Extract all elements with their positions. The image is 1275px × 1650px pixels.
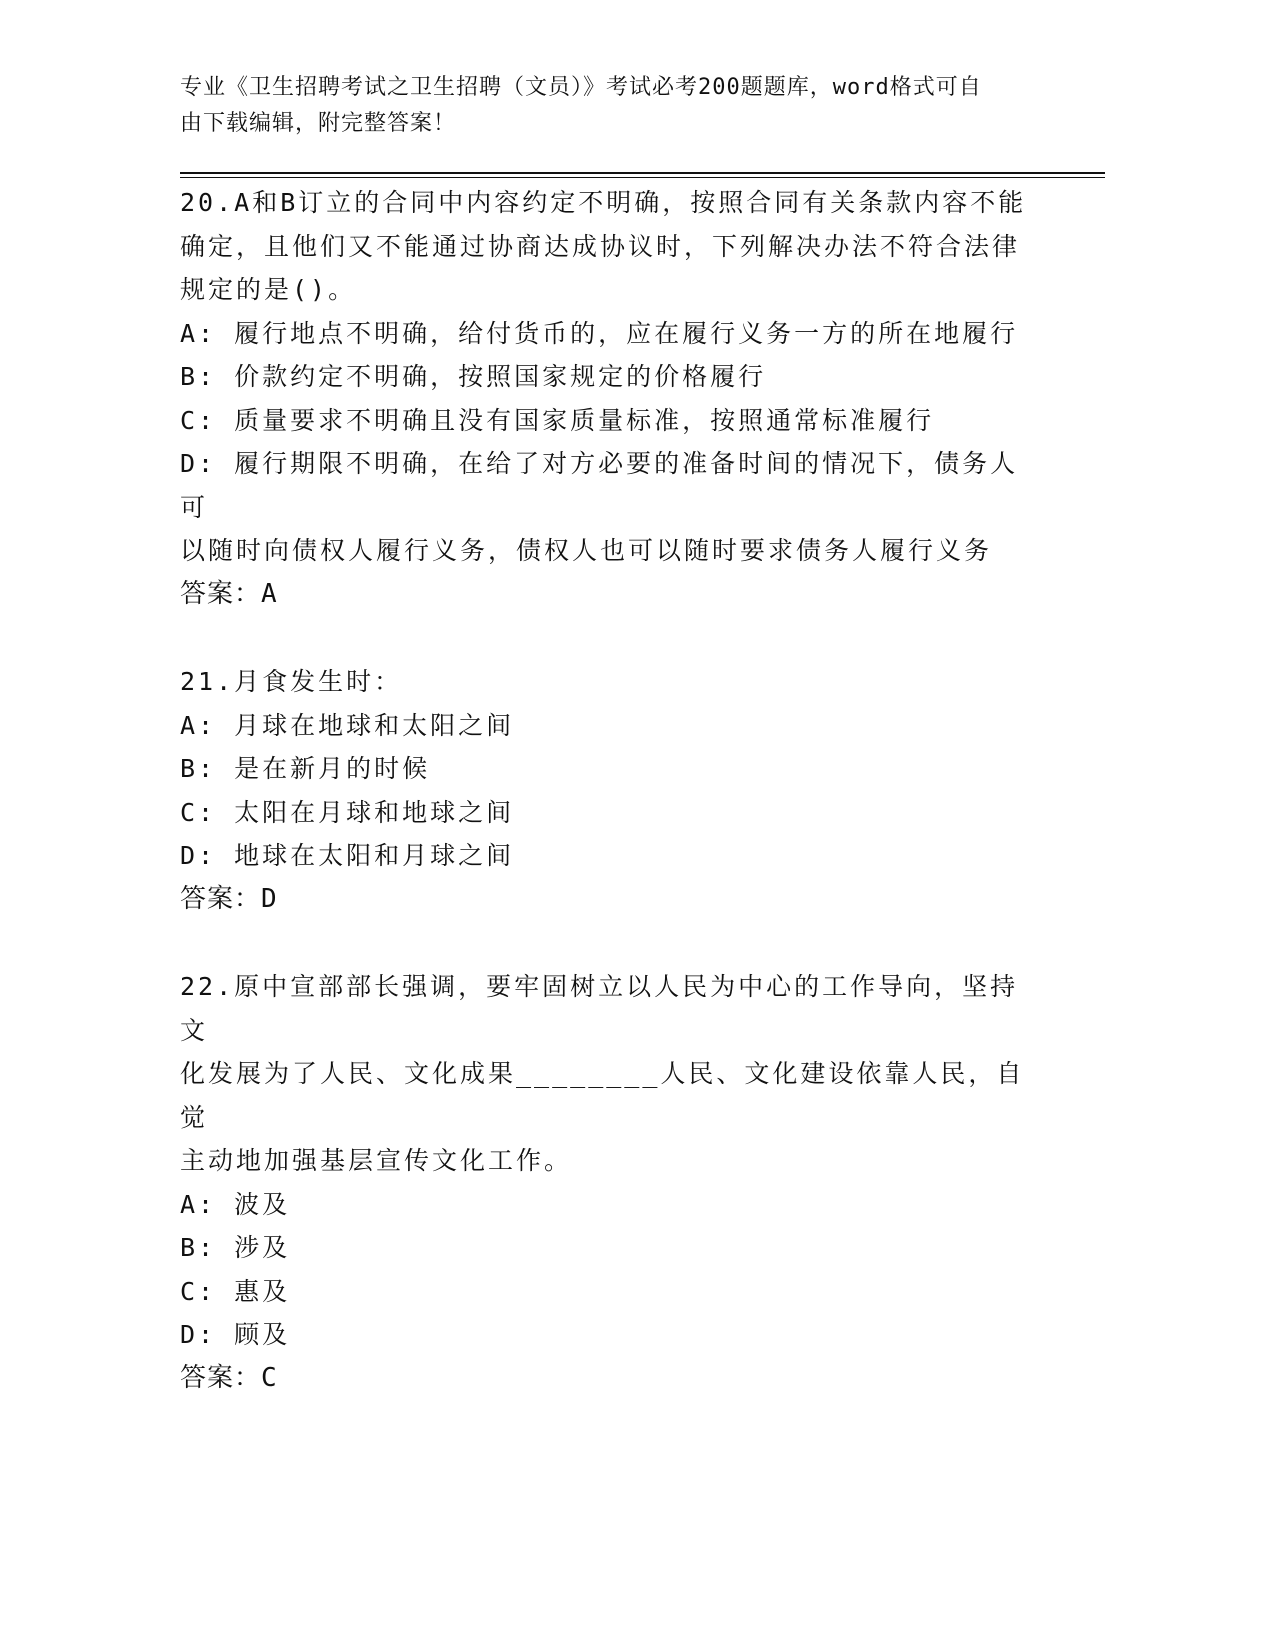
option-c: C: 惠及 <box>180 1276 291 1306</box>
question-22 <box>180 965 1040 1400</box>
question-21 <box>180 660 1040 921</box>
option-a: A: 月球在地球和太阳之间 <box>180 710 515 740</box>
question-stem-line: 20.A和B订立的合同中内容约定不明确，按照合同有关条款内容不能 <box>180 188 1027 217</box>
option-d: D: 地球在太阳和月球之间 <box>180 841 515 870</box>
option-d: D: 顾及 <box>180 1320 291 1349</box>
header-title-line-2: 由下载编辑，附完整答案！ <box>180 111 457 136</box>
question-stem-line: 22.原中宣部部长强调，要牢固树立以人民为中心的工作导向，坚持文 <box>180 972 1019 1045</box>
option-d: D: 履行期限不明确，在给了对方必要的准备时间的情况下，债务人可 <box>180 449 1019 522</box>
option-b: B: 涉及 <box>180 1233 291 1262</box>
option-a: A: 履行地点不明确，给付货币的，应在履行义务一方的所在地履行 <box>180 318 1019 348</box>
answer-label: 答案：A <box>180 578 278 609</box>
option-c: C: 质量要求不明确且没有国家质量标准，按照通常标准履行 <box>180 405 935 435</box>
option-b: B: 是在新月的时候 <box>180 754 431 783</box>
option-d-continued: 以随时向债权人履行义务，债权人也可以随时要求债务人履行义务 <box>180 536 993 565</box>
answer-label: 答案：D <box>180 883 278 914</box>
header-title-line-1: 专业《卫生招聘考试之卫生招聘（文员）》考试必考200题题库，word格式可自 <box>180 75 982 100</box>
header-divider-thick <box>180 172 1105 174</box>
question-list <box>180 181 1040 1444</box>
question-stem-line: 规定的是()。 <box>180 275 357 304</box>
question-stem-line: 21.月食发生时： <box>180 667 403 696</box>
answer-label: 答案：C <box>180 1362 278 1393</box>
header-divider-thin <box>180 177 1105 178</box>
option-b: B: 价款约定不明确，按照国家规定的价格履行 <box>180 362 767 391</box>
question-stem-line: 确定，且他们又不能通过协商达成协议时，下列解决办法不符合法律 <box>180 231 1021 261</box>
question-stem-line: 化发展为了人民、文化成果________人民、文化建设依靠人民，自觉 <box>180 1059 1025 1132</box>
option-a: A: 波及 <box>180 1189 291 1219</box>
question-stem-line: 主动地加强基层宣传文化工作。 <box>180 1146 573 1175</box>
question-20 <box>180 181 1040 616</box>
option-c: C: 太阳在月球和地球之间 <box>180 797 515 827</box>
document-header <box>180 70 1040 142</box>
